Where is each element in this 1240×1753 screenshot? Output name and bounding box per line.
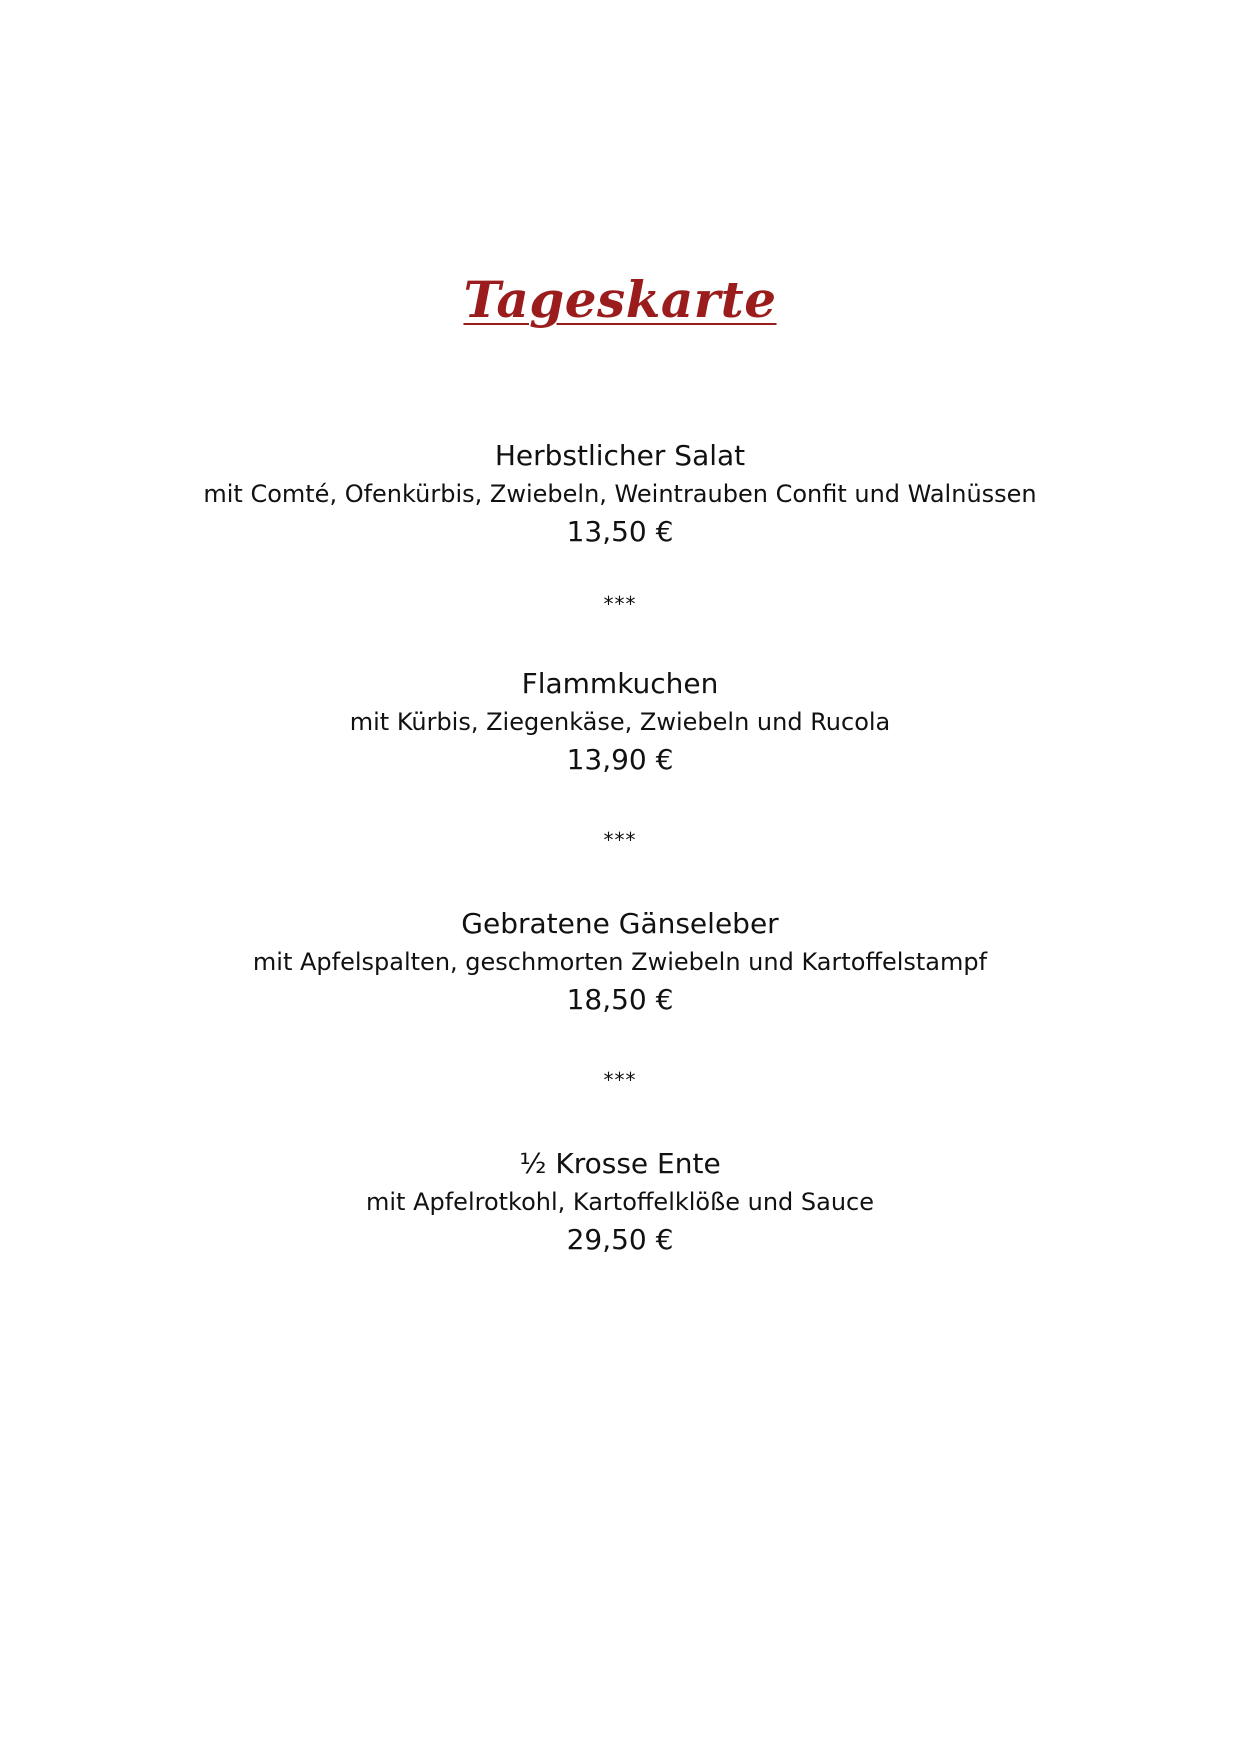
dish-price: 18,50 € bbox=[566, 983, 674, 1016]
dish-description: mit Apfelspalten, geschmorten Zwiebeln und Kartoffelstampf bbox=[252, 948, 988, 976]
dish-price: 13,50 € bbox=[566, 515, 674, 548]
separator: *** bbox=[603, 1068, 637, 1092]
dish-item bbox=[0, 437, 1240, 551]
dish-item bbox=[0, 1145, 1240, 1259]
dish-item bbox=[0, 665, 1240, 779]
dish-item bbox=[0, 905, 1240, 1019]
dish-description: mit Comté, Ofenkürbis, Zwiebeln, Weintrauben Confit und Walnüssen bbox=[203, 480, 1037, 508]
separator: *** bbox=[603, 828, 637, 852]
dish-description: mit Apfelrotkohl, Kartoffelklöße und Sauce bbox=[365, 1188, 875, 1216]
dish-price: 29,50 € bbox=[566, 1223, 674, 1256]
menu-title: Tageskarte bbox=[463, 270, 777, 329]
dish-name: ½ Krosse Ente bbox=[519, 1147, 721, 1180]
dish-name: Herbstlicher Salat bbox=[494, 439, 746, 472]
dish-description: mit Kürbis, Ziegenkäse, Zwiebeln und Rucola bbox=[349, 708, 891, 736]
dish-name: Flammkuchen bbox=[521, 667, 719, 700]
separator: *** bbox=[603, 592, 637, 616]
dish-price: 13,90 € bbox=[566, 743, 674, 776]
dish-name: Gebratene Gänseleber bbox=[461, 907, 779, 940]
